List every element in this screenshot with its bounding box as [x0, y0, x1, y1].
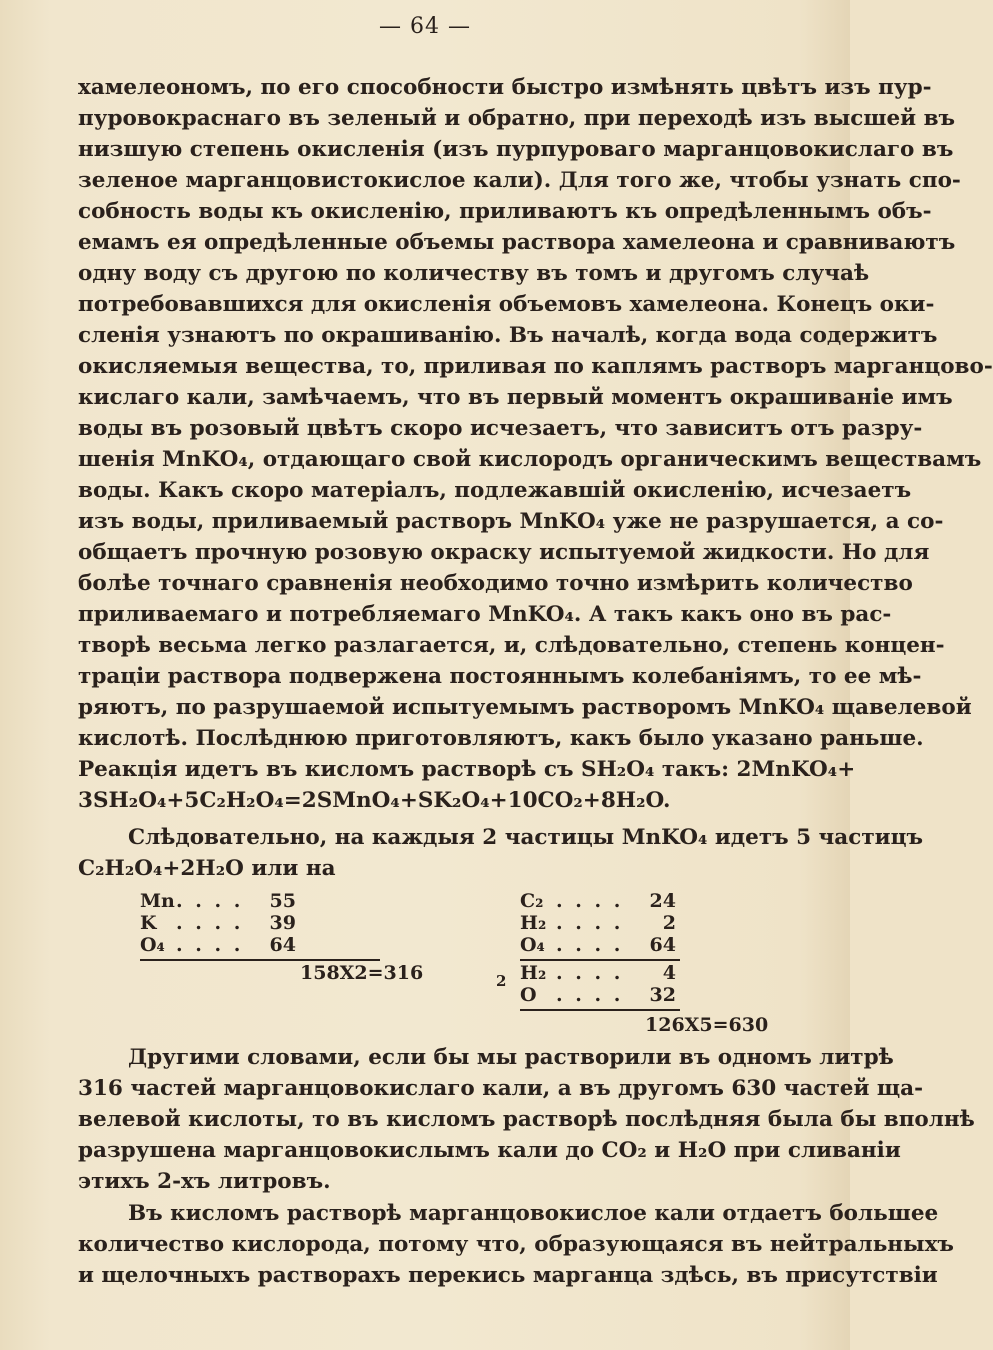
text-line: кислаго кали, замѣчаемъ, что въ первый моментъ окрашиваніе имъ [78, 385, 953, 410]
text-line: изъ воды, приливаемый растворъ MnKO₄ уже не разрушается, а со- [78, 509, 944, 534]
page-number: — 64 — [379, 14, 471, 39]
text-line: C₂H₂O₄+2H₂O или на [78, 856, 336, 881]
text-line: хамелеономъ, по его способности быстро измѣнять цвѣтъ изъ пур- [78, 75, 932, 100]
text-line: творѣ весьма легко разлагается, и, слѣдовательно, степень концен- [78, 633, 945, 658]
left-total: 158X2=316 [300, 962, 424, 984]
text-line: количество кислорода, потому что, образующаяся въ нейтральныхъ [78, 1232, 954, 1257]
text-line: и щелочныхъ растворахъ перекись марганца здѣсь, въ присутствіи [78, 1263, 938, 1288]
paragraph-1 [78, 72, 993, 816]
paragraph-2 [78, 822, 923, 884]
text-line: траціи раствора подвержена постояннымъ колебаніямъ, то ее мѣ- [78, 664, 922, 689]
molecular-weight-table [140, 890, 780, 1040]
sum-rule [140, 959, 380, 961]
table-row: H₂ . . . . 4 [520, 962, 676, 984]
text-line: воды въ розовый цвѣтъ скоро исчезаетъ, что зависитъ отъ разру- [78, 416, 923, 441]
text-line: зеленое марганцовистокислое кали). Для того же, чтобы узнать спо- [78, 168, 961, 193]
text-line: кислотѣ. Послѣднюю приготовляютъ, какъ было указано раньше. [78, 726, 924, 751]
text-line: сленія узнаютъ по окрашиванію. Въ началѣ, когда вода содержитъ [78, 323, 938, 348]
text-line: Слѣдовательно, на каждыя 2 частицы MnKO₄ идетъ 5 частицъ [128, 825, 923, 850]
text-line: Въ кисломъ растворѣ марганцовокислое кали отдаетъ большее [128, 1201, 939, 1226]
sum-rule [520, 1009, 680, 1011]
text-line: шенія MnKO₄, отдающаго свой кислородъ органическимъ веществамъ [78, 447, 982, 472]
paragraph-3 [78, 1042, 975, 1197]
text-line: этихъ 2-хъ литровъ. [78, 1169, 331, 1194]
text-line: ряютъ, по разрушаемой испытуемымъ растворомъ MnKO₄ щавелевой [78, 695, 972, 720]
text-line: приливаемаго и потребляемаго MnKO₄. А такъ какъ оно въ рас- [78, 602, 892, 627]
table-row: O₄ . . . . 64 [140, 934, 296, 956]
text-line: разрушена марганцовокислымъ кали до CO₂ и H₂O при сливаніи [78, 1138, 901, 1163]
text-line: собность воды къ окисленію, приливаютъ къ опредѣленнымъ объ- [78, 199, 932, 224]
table-row: H₂ . . . . 2 [520, 912, 676, 934]
text-line: одну воду съ другою по количеству въ томъ и другомъ случаѣ [78, 261, 870, 286]
water-multiplier: 2 [496, 972, 507, 990]
text-line: низшую степень окисленія (изъ пурпуроваго марганцовокислаго въ [78, 137, 954, 162]
text-line: Реакція идетъ въ кисломъ растворѣ съ SH₂O₄ такъ: 2MnKO₄+ [78, 757, 856, 782]
text-line: велевой кислоты, то въ кисломъ растворѣ послѣдняя была бы вполнѣ [78, 1107, 975, 1132]
sum-rule [520, 959, 680, 961]
table-row: C₂ . . . . 24 [520, 890, 676, 912]
text-line: болѣе точнаго сравненія необходимо точно измѣрить количество [78, 571, 913, 596]
text-line: емамъ ея опредѣленные объемы раствора хамелеона и сравниваютъ [78, 230, 956, 255]
text-line: 316 частей марганцовокислаго кали, а въ другомъ 630 частей ща- [78, 1076, 924, 1101]
paragraph-4 [78, 1198, 954, 1291]
table-row: O₄ . . . . 64 [520, 934, 676, 956]
text-line: 3SH₂O₄+5C₂H₂O₄=2SMnO₄+SK₂O₄+10CO₂+8H₂O. [78, 788, 671, 813]
text-line: пуровокраснаго въ зеленый и обратно, при переходѣ изъ высшей въ [78, 106, 956, 131]
right-total: 126X5=630 [645, 1014, 769, 1036]
text-line: Другими словами, если бы мы растворили въ одномъ литрѣ [128, 1045, 894, 1070]
table-row: O . . . . 32 [520, 984, 676, 1006]
text-line: общаетъ прочную розовую окраску испытуемой жидкости. Но для [78, 540, 930, 565]
table-row: Mn. . . . 55 [140, 890, 296, 912]
table-row: K . . . . 39 [140, 912, 296, 934]
text-line: потребовавшихся для окисленія объемовъ хамелеона. Конецъ оки- [78, 292, 935, 317]
text-line: окисляемыя вещества, то, приливая по каплямъ растворъ марганцово- [78, 354, 993, 379]
text-line: воды. Какъ скоро матеріалъ, подлежавшій окисленію, исчезаетъ [78, 478, 912, 503]
